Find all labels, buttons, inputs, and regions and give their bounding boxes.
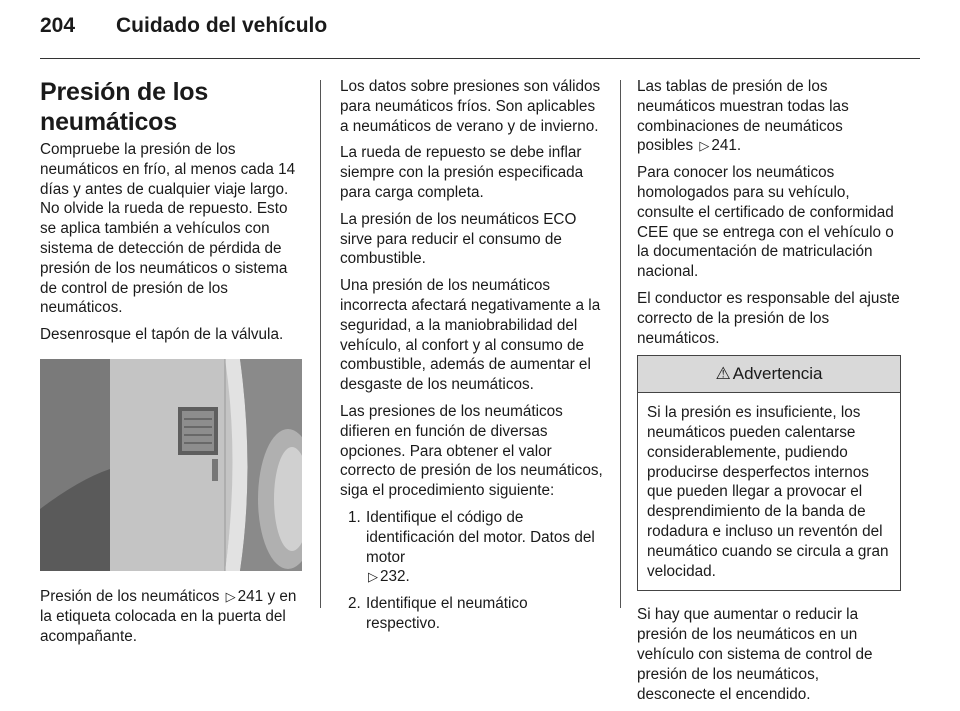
list-item: 2. Identifique el neumático respectivo.: [348, 595, 528, 632]
column-2: [340, 77, 604, 641]
paragraph: Los datos sobre presiones son válidos para neumáticos fríos. Son aplicables a neumáticos de verano y de invierno.: [340, 78, 601, 135]
warning-text: Si la presión es insuficiente, los neumáticos pueden calentarse considerablemente, pudiendo producirse desperfectos internos que pueden llegar a provocar el desprendimiento de la banda de rodadura e incluso un reventón del neumático cuando se circula a gran velocidad.: [647, 404, 889, 580]
warning-box: [637, 355, 901, 591]
paragraph: El conductor es responsable del ajuste correcto de la presión de los neumáticos.: [637, 289, 900, 347]
door-label-photo: [40, 359, 302, 571]
warning-triangle-icon: ⚠: [715, 364, 731, 384]
column-divider: [320, 80, 321, 608]
paragraph: Las presiones de los neumáticos difieren en función de diversas opciones. Para obtener el valor correcto de presión de los neumáticos, siga el procedimiento siguiente:: [340, 402, 603, 500]
section-title: Presión de los neumáticos: [40, 78, 209, 136]
paragraph: La presión de los neumáticos ECO sirve para reducir el consumo de combustible.: [340, 210, 577, 268]
warning-header: [638, 356, 900, 393]
page-number: 204: [40, 14, 76, 37]
page-reference: 241: [237, 587, 264, 605]
arrow-reference-icon: ▷: [368, 569, 378, 585]
paragraph: Una presión de los neumáticos incorrecta afectará negativamente a la seguridad, a la maniobrabilidad del vehículo, al confort y al consumo de combustible, además de aumentar el desgaste de los neumáticos.: [340, 277, 601, 394]
paragraph: Si hay que aumentar o reducir la presión de los neumáticos en un vehículo con sistema de control de presión de los neumáticos, desconecte el encendido.: [637, 606, 873, 703]
arrow-reference-icon: ▷: [699, 138, 710, 154]
header-rule: [40, 58, 920, 59]
paragraph: La rueda de repuesto se debe inflar siempre con la presión especificada para carga completa.: [340, 144, 584, 201]
paragraph: Desenrosque el tapón de la válvula.: [40, 326, 284, 344]
column-3: [637, 77, 901, 711]
page-reference: 241.: [711, 137, 742, 155]
photo-caption: Presión de los neumáticos ▷ 241 y en la etiqueta colocada en la puerta del acompañante.: [40, 587, 297, 645]
warning-title: Advertencia: [732, 364, 823, 384]
list-item: 1. Identifique el código de identificación del motor. Datos del motor ▷ 232.: [348, 508, 595, 586]
page-reference: 232.: [380, 568, 410, 586]
paragraph: Para conocer los neumáticos homologados para su vehículo, consulte el certificado de conformidad CEE que se entrega con el vehículo o la documentación de matriculación nacional.: [637, 164, 894, 281]
arrow-reference-icon: ▷: [225, 588, 236, 604]
chapter-title: Cuidado del vehículo: [116, 14, 328, 37]
procedure-steps: [340, 508, 604, 634]
column-1: [40, 77, 302, 653]
paragraph: Las tablas de presión de los neumáticos muestran todas las combinaciones de neumáticos posibles ▷ 241.: [637, 78, 849, 155]
page-header: [40, 14, 327, 38]
paragraph: Compruebe la presión de los neumáticos en frío, al menos cada 14 días y antes de cualquier viaje largo. No olvide la rueda de repuesto. Esto se aplica también a vehículos con sistema de detección de pérdida de presión de los neumáticos o sistema de control de presión de los neumáticos.: [40, 141, 296, 317]
column-divider: [620, 80, 621, 608]
